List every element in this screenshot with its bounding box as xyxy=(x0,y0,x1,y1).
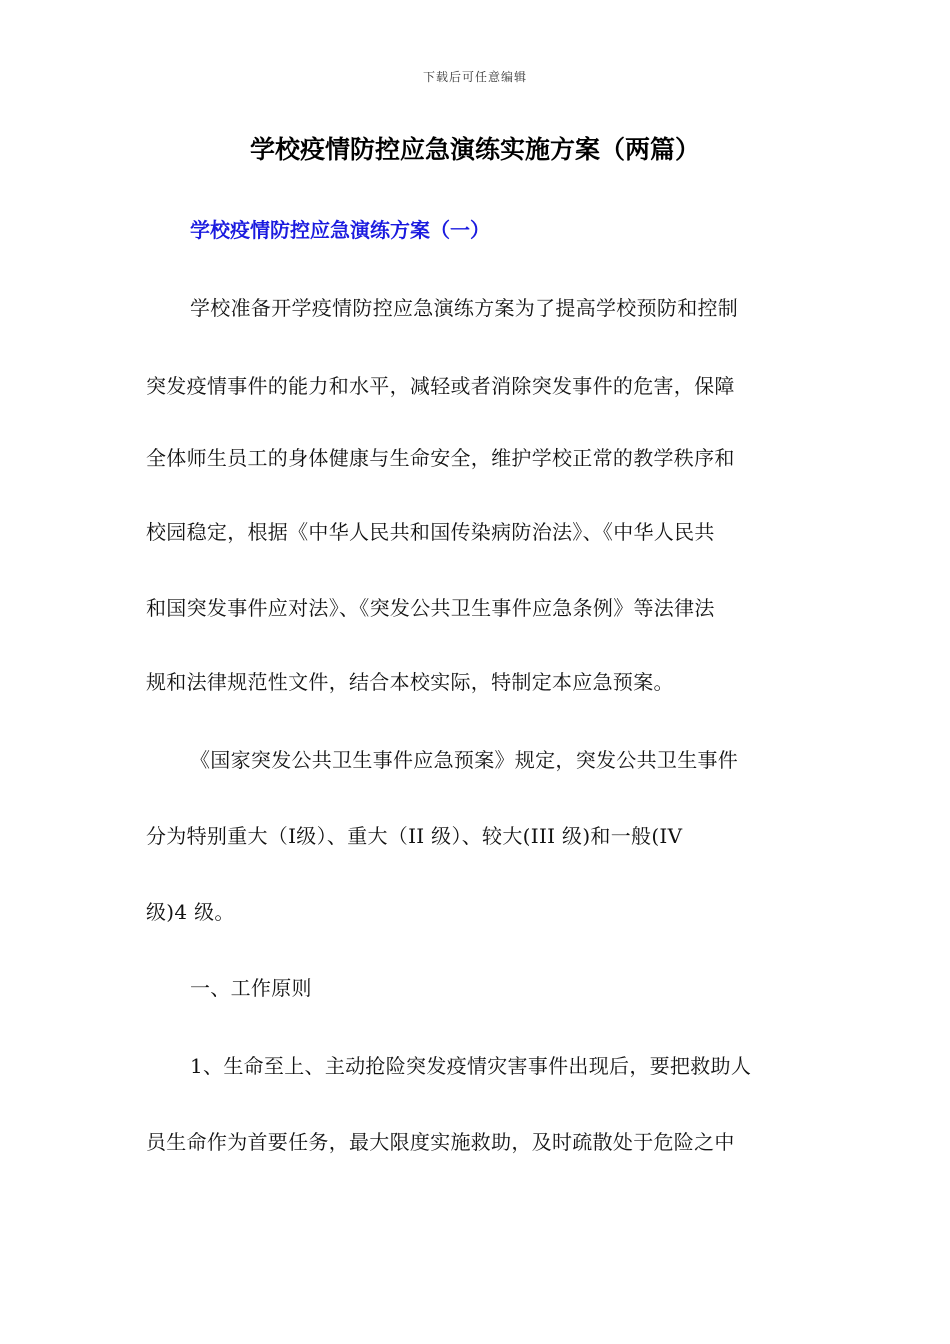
paragraph-line: 1、生命至上、主动抢险突发疫情灾害事件出现后，要把救助人 xyxy=(190,1054,752,1078)
paragraph-line: 学校准备开学疫情防控应急演练方案为了提高学校预防和控制 xyxy=(190,296,739,320)
section-heading-line: 一、工作原则 xyxy=(190,976,312,1000)
paragraph-line: 规和法律规范性文件，结合本校实际，特制定本应急预案。 xyxy=(146,670,674,694)
section-title: 学校疫情防控应急演练方案（一） xyxy=(190,218,490,242)
paragraph-line: 突发疫情事件的能力和水平，减轻或者消除突发事件的危害，保障 xyxy=(146,374,735,398)
header-note: 下载后可任意编辑 xyxy=(422,70,527,84)
paragraph-line: 全体师生员工的身体健康与生命安全，维护学校正常的教学秩序和 xyxy=(146,446,735,470)
paragraph-line: 校园稳定，根据《中华人民共和国传染病防治法》、《中华人民共 xyxy=(146,520,715,544)
paragraph-line: 《国家突发公共卫生事件应急预案》规定，突发公共卫生事件 xyxy=(190,748,739,772)
paragraph-line: 员生命作为首要任务，最大限度实施救助，及时疏散处于危险之中 xyxy=(146,1130,735,1154)
document-title: 学校疫情防控应急演练实施方案（两篇） xyxy=(249,135,700,164)
paragraph-line: 级)4 级。 xyxy=(146,900,235,924)
paragraph-line: 和国突发事件应对法》、《突发公共卫生事件应急条例》等法律法 xyxy=(146,596,715,620)
paragraph-line: 分为特别重大（Ⅰ级）、重大（II 级）、较大(III 级)和一般(IV xyxy=(146,824,683,848)
